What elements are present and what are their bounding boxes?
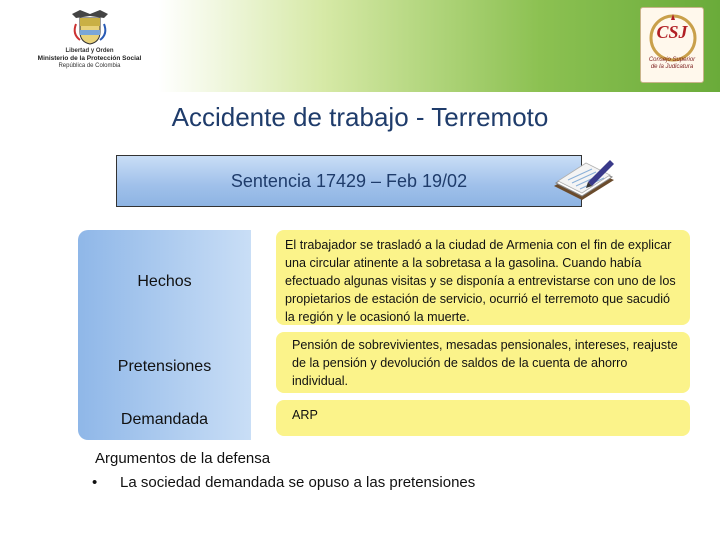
coat-of-arms-icon (68, 4, 112, 48)
slide-title (0, 102, 720, 133)
csj-abbrev: CSJ (656, 22, 688, 42)
pretensiones-content: Pensión de sobrevivientes, mesadas pensionales, intereses, reajuste de la pensión y devolución de saldos de la cuenta de ahorro individual. (276, 332, 690, 393)
ministry-logo (22, 4, 157, 88)
demandada-label (78, 400, 251, 440)
csj-emblem-icon (641, 8, 704, 83)
pretensiones-label (78, 330, 251, 400)
logo-ministry-name: Ministerio de la Protección Social (37, 55, 142, 62)
csj-subtitle-1: Consejo Superior (648, 57, 696, 63)
demandada-label-text: Demandada (120, 411, 209, 428)
sentence-text: Sentencia 17429 – Feb 19/02 (230, 170, 468, 191)
csj-logo (640, 7, 704, 83)
pretensiones-label-text: Pretensiones (117, 358, 212, 375)
sentence-box (116, 155, 582, 207)
slide-title-text: Accidente de trabajo - Terremoto (171, 102, 549, 132)
demandada-content: ARP (276, 400, 690, 436)
hechos-label-text: Hechos (137, 273, 192, 290)
hechos-content: El trabajador se trasladó a la ciudad de Armenia con el fin de explicar una circular atinente a la sobretasa a la gasolina. Cuando había efectuado algunas visitas y se disponía a entrevistarse con uno de los propietarios de estación de servicio, ocurrió el terremoto que sacudió la región y le ocasionó la muerte. (276, 230, 690, 325)
bullet: • (92, 474, 98, 491)
csj-subtitle-2: de la Judicatura (650, 64, 694, 70)
arguments-list-item (92, 474, 475, 491)
logo-motto: Libertad y Orden (65, 48, 114, 54)
arguments-title: Argumentos de la defensa (95, 450, 271, 467)
hechos-label (78, 230, 251, 330)
book-icon (548, 156, 620, 212)
argument-text: La sociedad demandada se opuso a las pretensiones (120, 474, 476, 491)
logo-country: República de Colombia (58, 63, 121, 69)
